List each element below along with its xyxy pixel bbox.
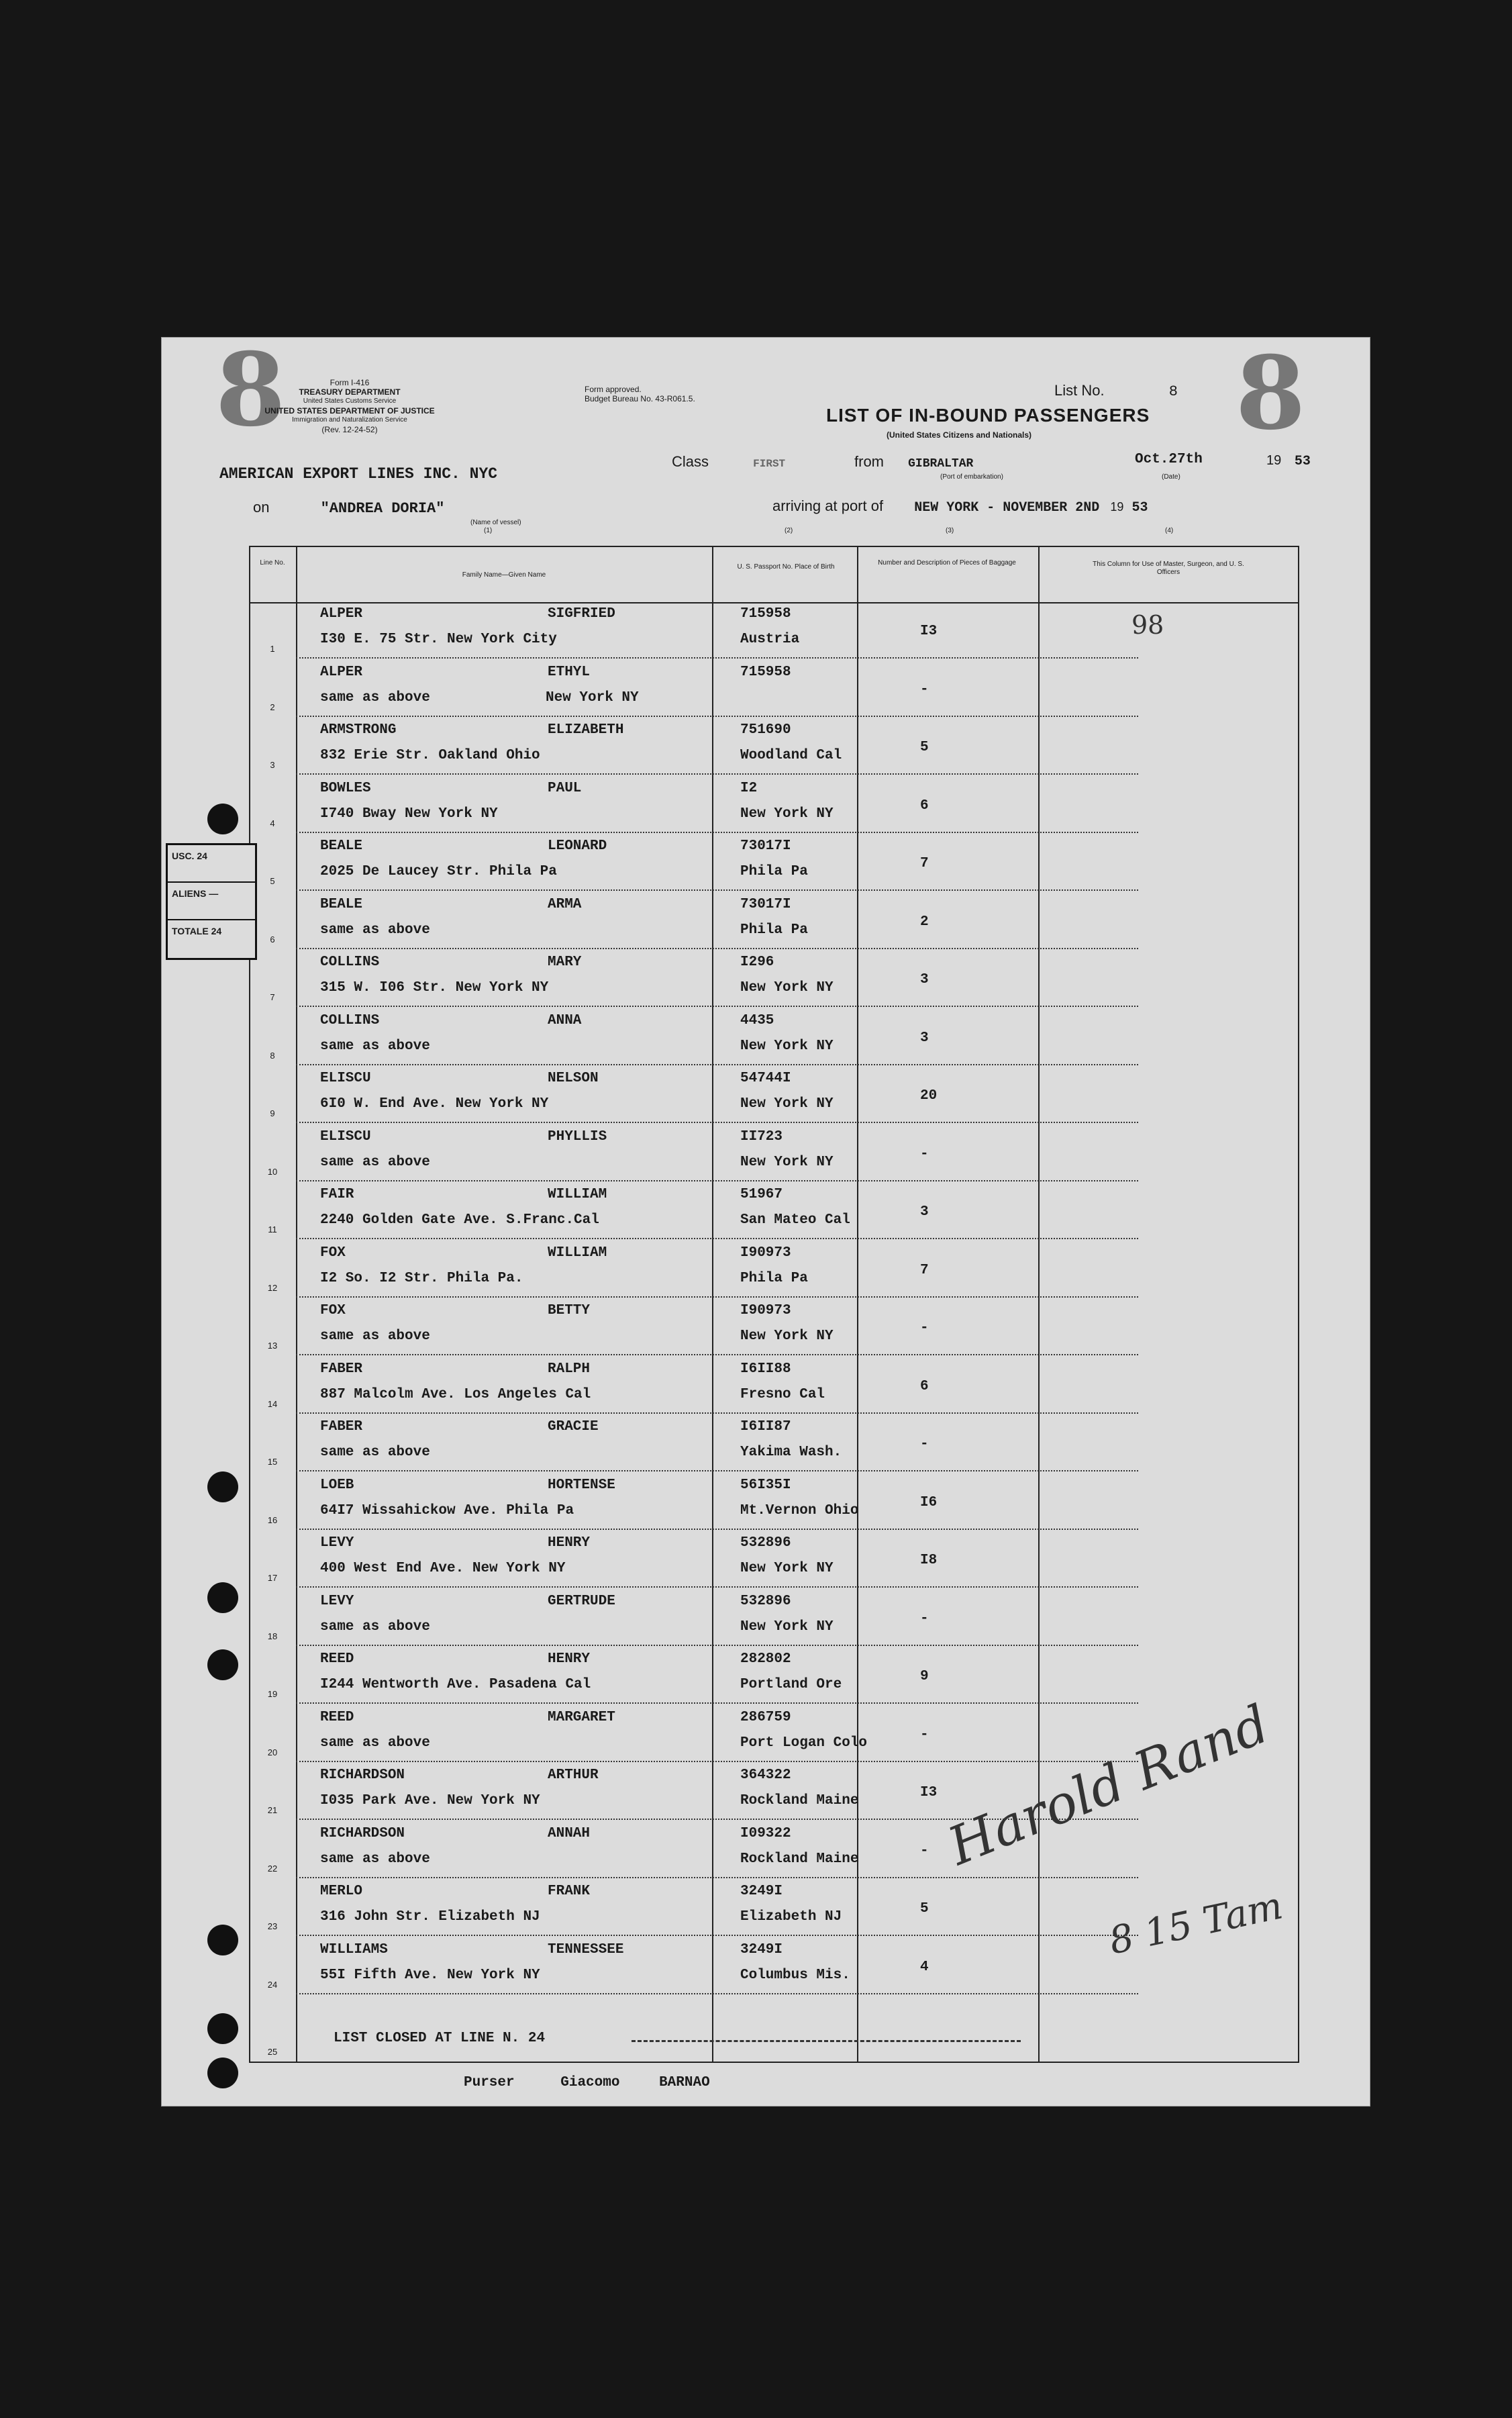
punch-hole	[207, 1649, 238, 1680]
punch-hole	[207, 804, 238, 834]
passport-number: 3249I	[740, 1884, 783, 1899]
address: 832 Erie Str. Oakland Ohio	[320, 748, 540, 763]
form-line: Form I-416	[330, 378, 370, 387]
arriving-label: arriving at port of	[772, 497, 884, 514]
baggage-count: I3	[920, 624, 938, 639]
passport-number: 3249I	[740, 1941, 783, 1957]
punch-hole	[207, 1582, 238, 1613]
line-number: 7	[270, 992, 275, 1002]
family-name: FOX	[320, 1303, 346, 1318]
company-name: AMERICAN EXPORT LINES INC. NYC	[219, 465, 498, 483]
form-line: Immigration and Naturalization Service	[292, 416, 407, 424]
passport-number: 282802	[740, 1651, 791, 1667]
row-divider	[296, 1586, 1138, 1588]
given-name: MARY	[548, 955, 582, 970]
line-number: 18	[267, 1631, 278, 1641]
row-divider	[296, 1645, 1138, 1646]
col-header-name: Family Name—Given Name	[462, 571, 546, 579]
passport-number: I2	[740, 780, 758, 796]
baggage-count: 3	[920, 1204, 929, 1220]
row-divider	[296, 1296, 1138, 1298]
given-name: WILLIAM	[548, 1245, 607, 1261]
purser-line	[464, 2075, 710, 2090]
class-field	[672, 453, 785, 471]
page-subtitle: (United States Citizens and Nationals)	[887, 430, 1032, 440]
col-header-passport: U. S. Passport No. Place of Birth	[737, 563, 835, 571]
arrival-field	[772, 497, 1148, 516]
line-number: 22	[267, 1863, 278, 1874]
birth-place: San Mateo Cal	[740, 1212, 850, 1228]
birth-place: New York NY	[740, 1038, 834, 1054]
family-name: ALPER	[320, 664, 363, 680]
given-name: WILLIAM	[548, 1187, 607, 1202]
arrival-value: NEW YORK - NOVEMBER 2ND	[914, 500, 1100, 516]
passport-number: 364322	[740, 1768, 791, 1783]
date-caption: (Date)	[1162, 473, 1180, 481]
given-name: SIGFRIED	[548, 606, 615, 622]
port-caption: (Port of embarkation)	[940, 473, 1003, 481]
family-name: LEVY	[320, 1535, 354, 1551]
family-name: FABER	[320, 1361, 363, 1377]
row-divider	[296, 657, 1138, 659]
row-divider	[296, 1470, 1138, 1471]
arrival-year-prefix: 19	[1110, 500, 1124, 514]
col-header-line-no: Line No.	[260, 559, 285, 567]
passport-number: 286759	[740, 1709, 791, 1725]
signature-time: 8 15 Tam	[1105, 1884, 1287, 1964]
passport-number: I09322	[740, 1825, 791, 1841]
address: same as above	[320, 1038, 430, 1054]
purser-label: Purser	[464, 2075, 515, 2090]
address: I740 Bway New York NY	[320, 806, 498, 822]
row-divider	[296, 716, 1138, 717]
birth-place: Yakima Wash.	[740, 1445, 842, 1460]
stamp-aliens: ALIENS —	[168, 883, 255, 920]
baggage-count: 5	[920, 1901, 929, 1917]
from-label: from	[854, 453, 884, 470]
address: same as above	[320, 1851, 430, 1867]
header-bottom-rule	[249, 602, 1299, 603]
manifest-sheet	[161, 331, 1370, 2107]
address: same as above	[320, 1154, 430, 1170]
punch-hole	[207, 1925, 238, 1955]
line-number: 10	[267, 1166, 278, 1177]
baggage-count: 5	[920, 740, 929, 755]
address: 400 West End Ave. New York NY	[320, 1561, 566, 1576]
from-field	[854, 453, 973, 471]
line-number: 11	[268, 1224, 277, 1235]
class-label: Class	[672, 453, 709, 470]
col-num-4: (4)	[1165, 527, 1174, 534]
purser-last: BARNAO	[659, 2075, 710, 2090]
address-city: New York NY	[546, 689, 639, 706]
birth-place: New York NY	[740, 1328, 834, 1344]
col-num-2: (2)	[785, 527, 793, 534]
baggage-count: 20	[920, 1088, 938, 1104]
address: I2 So. I2 Str. Phila Pa.	[320, 1270, 523, 1286]
line-number: 16	[267, 1514, 278, 1525]
form-line: UNITED STATES DEPARTMENT OF JUSTICE	[264, 406, 435, 416]
family-name: COLLINS	[320, 1012, 380, 1028]
birth-place: New York NY	[740, 980, 834, 996]
birth-place: Rockland Maine	[740, 1851, 859, 1867]
punch-hole	[207, 2058, 238, 2088]
line-number: 12	[267, 1282, 278, 1293]
given-name: GERTRUDE	[548, 1593, 615, 1609]
row-divider	[296, 889, 1138, 891]
given-name: FRANK	[548, 1884, 591, 1899]
vessel-field	[253, 499, 444, 517]
baggage-count: -	[920, 1610, 929, 1627]
line-number: 5	[270, 876, 275, 886]
stamp-totale: TOTALE 24	[172, 926, 222, 936]
line-number: 15	[267, 1457, 278, 1467]
form-info	[242, 378, 457, 434]
family-name: FAIR	[320, 1187, 354, 1202]
page-number-right: 8	[1236, 334, 1306, 452]
line-number: 3	[270, 760, 275, 770]
passport-number: I6II87	[740, 1419, 791, 1435]
family-name: LEVY	[320, 1593, 354, 1609]
row-divider	[296, 1006, 1138, 1007]
family-name: ARMSTRONG	[320, 722, 397, 738]
passport-number: II723	[740, 1128, 783, 1145]
family-name: MERLO	[320, 1884, 363, 1899]
family-name: COLLINS	[320, 955, 380, 970]
officer-note: 98	[1131, 610, 1164, 640]
birth-place: Phila Pa	[740, 1270, 808, 1286]
date-value: Oct.27th	[1135, 452, 1203, 467]
passport-number: 715958	[740, 664, 791, 680]
passport-number: I90973	[740, 1245, 791, 1261]
given-name: MARGARET	[548, 1709, 615, 1725]
address: 64I7 Wissahickow Ave. Phila Pa	[320, 1502, 574, 1518]
line-number: 24	[267, 1979, 278, 1990]
birth-place: New York NY	[740, 1154, 834, 1170]
given-name: HORTENSE	[548, 1477, 615, 1493]
year-field	[1266, 453, 1311, 469]
passport-number: 532896	[740, 1593, 791, 1609]
birth-place: Portland Ore	[740, 1677, 842, 1692]
line-number: 23	[267, 1921, 278, 1931]
birth-place: New York NY	[740, 1096, 834, 1112]
baggage-count: -	[920, 1146, 929, 1162]
address: same as above	[320, 1735, 430, 1751]
count-stamp	[166, 843, 257, 960]
given-name: ARMA	[548, 896, 582, 912]
address: 2240 Golden Gate Ave. S.Franc.Cal	[320, 1212, 599, 1228]
row-divider	[296, 1993, 1138, 1994]
vessel-caption: (Name of vessel)	[470, 519, 521, 526]
address: same as above	[320, 922, 430, 938]
baggage-count: 9	[920, 1669, 929, 1684]
approval-line: Budget Bureau No. 43-R061.5.	[585, 394, 695, 403]
given-name: NELSON	[548, 1071, 599, 1086]
baggage-count: I6	[920, 1494, 938, 1510]
line-number: 6	[270, 934, 275, 945]
row-divider	[296, 1702, 1138, 1704]
list-no	[1054, 382, 1178, 400]
address: 55I Fifth Ave. New York NY	[320, 1967, 540, 1983]
col-header-officers: This Column for Use of Master, Surgeon, and U. S. Officers	[1093, 561, 1244, 576]
class-value: FIRST	[753, 458, 786, 470]
baggage-count: I8	[920, 1553, 938, 1568]
table-top-rule	[249, 546, 1299, 547]
list-no-label: List No.	[1054, 382, 1105, 399]
baggage-count: -	[920, 1437, 929, 1452]
row-divider	[296, 1180, 1138, 1181]
list-closed-note: LIST CLOSED AT LINE N. 24	[334, 2031, 546, 2046]
baggage-count: -	[920, 1320, 929, 1336]
passport-number: I6II88	[740, 1361, 791, 1377]
form-line: (Rev. 12-24-52)	[321, 425, 378, 434]
baggage-count: 7	[920, 1262, 929, 1278]
family-name: ELISCU	[320, 1071, 371, 1086]
row-divider	[296, 1238, 1138, 1239]
passport-number: 751690	[740, 722, 791, 738]
given-name: HENRY	[548, 1651, 591, 1667]
row-divider	[296, 1122, 1138, 1123]
baggage-count: -	[920, 681, 929, 697]
birth-place: Elizabeth NJ	[740, 1909, 842, 1925]
row-divider	[296, 773, 1138, 775]
line-number: 13	[267, 1341, 278, 1351]
birth-place: Austria	[740, 632, 800, 647]
given-name: TENNESSEE	[548, 1941, 624, 1957]
passport-number: 73017I	[740, 838, 791, 854]
given-name: ETHYL	[548, 664, 591, 680]
address: I244 Wentworth Ave. Pasadena Cal	[320, 1677, 591, 1692]
given-name: BETTY	[548, 1303, 591, 1318]
purser-first: Giacomo	[560, 2075, 620, 2090]
address: 315 W. I06 Str. New York NY	[320, 980, 549, 996]
birth-place: Phila Pa	[740, 864, 808, 879]
passport-number: 4435	[740, 1012, 774, 1028]
stamp-usc: USC. 24	[168, 845, 255, 883]
line-number: 19	[267, 1689, 278, 1699]
line-number: 1	[270, 644, 275, 654]
list-no-value: 8	[1168, 383, 1178, 400]
row-divider	[296, 1412, 1138, 1414]
birth-place: Woodland Cal	[740, 748, 842, 763]
baggage-count: 3	[920, 972, 929, 987]
given-name: LEONARD	[548, 838, 607, 854]
line-number: 25	[267, 2047, 278, 2057]
birth-place: Fresno Cal	[740, 1386, 825, 1402]
birth-place: New York NY	[740, 1618, 834, 1635]
birth-place: New York NY	[740, 806, 834, 822]
passport-number: I90973	[740, 1303, 791, 1318]
passport-number: 73017I	[740, 896, 791, 912]
given-name: GRACIE	[548, 1419, 599, 1435]
baggage-count: 3	[920, 1030, 929, 1046]
passport-number: 715958	[740, 606, 791, 622]
family-name: BOWLES	[320, 780, 371, 796]
line-number: 2	[270, 702, 275, 712]
address: same as above	[320, 1618, 430, 1635]
family-name: RICHARDSON	[320, 1825, 405, 1841]
given-name: PHYLLIS	[548, 1128, 607, 1145]
address: 2025 De Laucey Str. Phila Pa	[320, 864, 557, 879]
row-divider	[296, 948, 1138, 949]
given-name: RALPH	[548, 1361, 591, 1377]
on-label: on	[253, 499, 270, 516]
row-divider	[296, 1877, 1138, 1878]
year-prefix: 19	[1266, 453, 1282, 468]
vessel-name: "ANDREA DORIA"	[320, 500, 445, 517]
baggage-count: -	[920, 1843, 929, 1859]
row-divider	[296, 1761, 1138, 1762]
col-num-1: (1)	[484, 527, 493, 534]
baggage-count: -	[920, 1727, 929, 1743]
address: I035 Park Ave. New York NY	[320, 1793, 540, 1808]
family-name: REED	[320, 1651, 354, 1667]
family-name: REED	[320, 1709, 354, 1725]
address: same as above	[320, 1328, 430, 1344]
address: 316 John Str. Elizabeth NJ	[320, 1909, 540, 1925]
family-name: ALPER	[320, 606, 363, 622]
given-name: ELIZABETH	[548, 722, 624, 738]
approval-info	[585, 385, 786, 403]
from-value: GIBRALTAR	[908, 457, 974, 471]
row-divider	[296, 832, 1138, 833]
family-name: WILLIAMS	[320, 1941, 388, 1957]
birth-place: Rockland Maine	[740, 1793, 859, 1808]
line-number: 20	[267, 1747, 278, 1757]
family-name: ELISCU	[320, 1128, 371, 1145]
given-name: ANNAH	[548, 1825, 591, 1841]
page-number-left: 8	[215, 331, 286, 449]
page-title: LIST OF IN-BOUND PASSENGERS	[826, 405, 1150, 426]
closing-dashes	[632, 2040, 1021, 2042]
baggage-count: 6	[920, 797, 929, 814]
passport-number: 54744I	[740, 1071, 791, 1086]
baggage-count: 2	[920, 914, 929, 930]
line-number: 8	[270, 1050, 275, 1061]
approval-line: Form approved.	[585, 385, 642, 394]
family-name: BEALE	[320, 838, 363, 854]
officer-signature: Harold Rand	[940, 1694, 1278, 1878]
line-number: 9	[270, 1108, 275, 1118]
address: 887 Malcolm Ave. Los Angeles Cal	[320, 1386, 591, 1402]
row-divider	[296, 1935, 1138, 1936]
passport-number: 51967	[740, 1187, 783, 1202]
given-name: HENRY	[548, 1535, 591, 1551]
arrival-year: 53	[1131, 500, 1148, 516]
birth-place: Columbus Mis.	[740, 1967, 850, 1983]
passport-number: 56I35I	[740, 1477, 791, 1493]
birth-place: Phila Pa	[740, 922, 808, 938]
address: same as above	[320, 1445, 430, 1460]
given-name: ARTHUR	[548, 1768, 599, 1783]
year-value: 53	[1294, 454, 1311, 469]
row-divider	[296, 1064, 1138, 1065]
col-num-3: (3)	[946, 527, 954, 534]
line-number: 17	[267, 1573, 278, 1583]
birth-place: Mt.Vernon Ohio	[740, 1502, 859, 1518]
form-line: TREASURY DEPARTMENT	[299, 387, 401, 397]
form-line: United States Customs Service	[303, 397, 397, 405]
given-name: ANNA	[548, 1012, 582, 1028]
table-bottom-rule	[249, 2062, 1299, 2063]
col-rule	[1298, 546, 1299, 2063]
given-name: PAUL	[548, 780, 582, 796]
line-number: 4	[270, 818, 275, 828]
punch-hole	[207, 1471, 238, 1502]
family-name: RICHARDSON	[320, 1768, 405, 1783]
birth-place: New York NY	[740, 1561, 834, 1576]
baggage-count: 6	[920, 1378, 929, 1394]
family-name: BEALE	[320, 896, 363, 912]
family-name: FOX	[320, 1245, 346, 1261]
address: 6I0 W. End Ave. New York NY	[320, 1096, 549, 1112]
line-number: 21	[267, 1805, 278, 1815]
col-header-baggage: Number and Description of Pieces of Baggage	[878, 559, 1016, 567]
col-rule	[249, 546, 250, 2063]
family-name: FABER	[320, 1419, 363, 1435]
family-name: LOEB	[320, 1477, 354, 1493]
baggage-count: I3	[920, 1785, 938, 1800]
row-divider	[296, 1354, 1138, 1355]
passport-number: I296	[740, 955, 774, 970]
row-divider	[296, 1529, 1138, 1530]
line-number: 14	[267, 1398, 278, 1409]
address: same as above	[320, 689, 430, 706]
baggage-count: 7	[920, 856, 929, 871]
passport-number: 532896	[740, 1535, 791, 1551]
birth-place: Port Logan Colo	[740, 1735, 868, 1751]
address: I30 E. 75 Str. New York City	[320, 632, 557, 647]
baggage-count: 4	[920, 1959, 929, 1975]
punch-hole	[207, 2013, 238, 2044]
